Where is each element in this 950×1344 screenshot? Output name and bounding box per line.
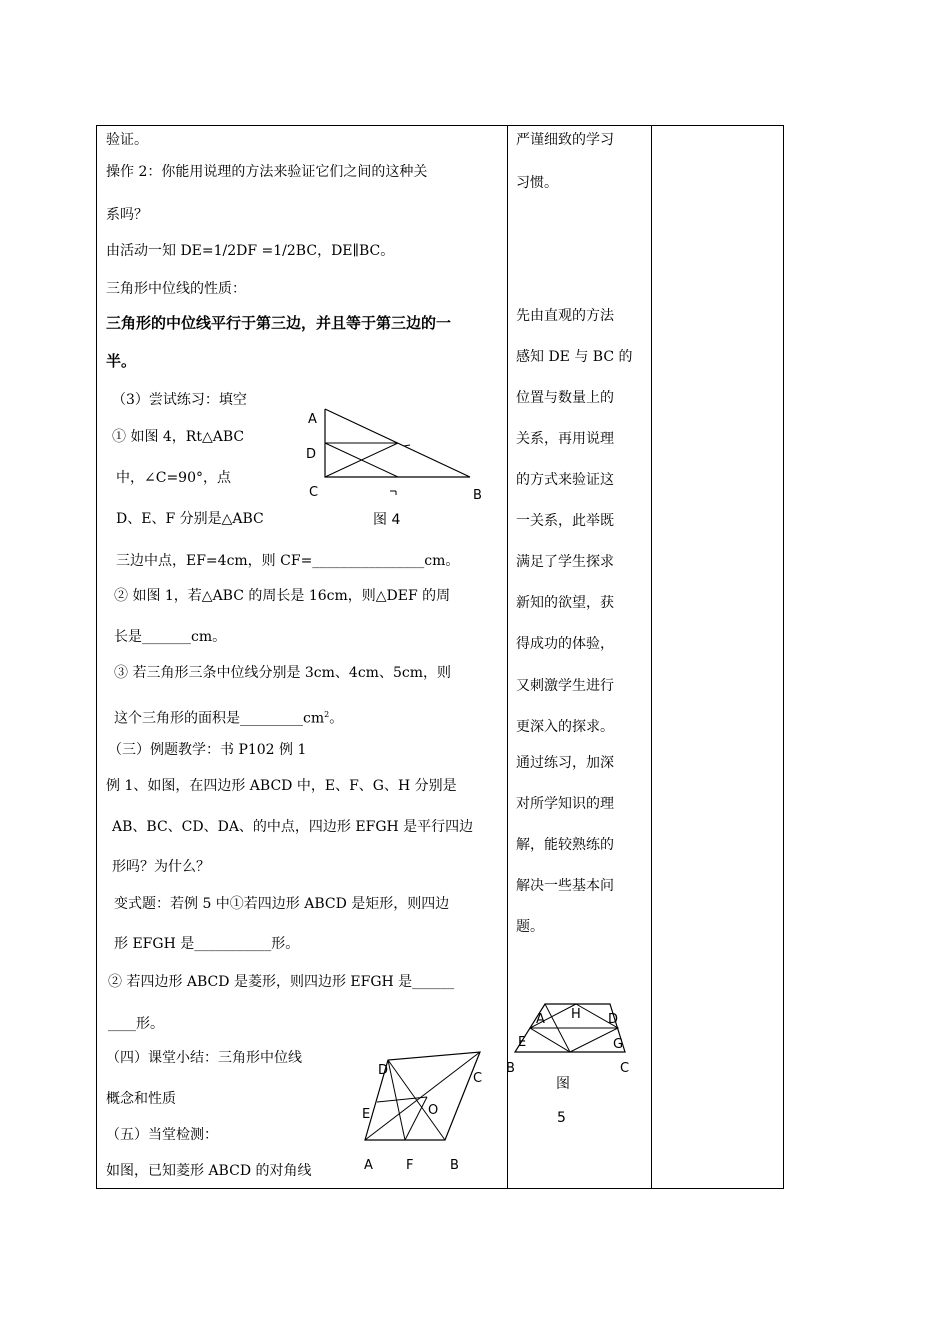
note-line: 又刺激学生进行 [516, 678, 614, 694]
figure-5-number: 5 [557, 1110, 566, 1126]
figure-4-triangle [300, 400, 490, 500]
note-line: 关系，再用说理 [516, 431, 614, 447]
property-statement: 三角形的中位线平行于第三边，并且等于第三边的一 [106, 314, 452, 332]
figure-4-caption: 图 4 [373, 512, 401, 528]
point-label-f: F [406, 1158, 414, 1173]
text-line: ② 如图 1，若△ABC 的周长是 16cm，则△DEF 的周 [114, 588, 451, 604]
text-line: ① 如图 4，Rt△ABC [112, 429, 245, 445]
note-line: 位置与数量上的 [516, 390, 614, 406]
text-line: 中，∠C=90°，点 [116, 470, 231, 486]
vertex-label-b: B [450, 1158, 459, 1173]
text-line: （3）尝试练习：填空 [112, 392, 247, 408]
vertex-label-a: A [308, 412, 317, 427]
figure-rhombus [360, 1045, 490, 1145]
text-line: 验证。 [106, 132, 148, 148]
point-label-g: G [613, 1037, 624, 1052]
note-line: 一关系，此举既 [516, 513, 614, 529]
column-divider-1 [507, 126, 508, 1188]
section-heading: （三）例题教学：书 P102 例 1 [108, 742, 307, 758]
superscript: 2 [324, 710, 330, 719]
mark-e [404, 445, 410, 446]
vertex-label-d: D [306, 447, 317, 462]
text-line: 操作 2：你能用说理的方法来验证它们之间的这种关 [106, 164, 428, 180]
vertex-label-d: D [608, 1012, 619, 1027]
note-line: 更深入的探求。 [516, 719, 614, 735]
text-line: ③ 若三角形三条中位线分别是 3cm、4cm、5cm，则 [114, 665, 451, 681]
vertex-label-d: D [378, 1063, 389, 1078]
section-heading: （四）课堂小结：三角形中位线 [106, 1050, 302, 1066]
text-line: 由活动一知 DE=1/2DF =1/2BC，DE∥BC。 [106, 243, 395, 259]
vertex-label-a: A [364, 1158, 373, 1173]
text-line: 形 EFGH 是___________形。 [114, 936, 300, 952]
note-line: 解，能较熟练的 [516, 837, 614, 853]
note-line: 感知 DE 与 BC 的 [516, 349, 633, 365]
text-line: D、E、F 分别是△ABC [116, 511, 264, 527]
note-line: 通过练习，加深 [516, 755, 614, 771]
text-part: 。 [329, 710, 344, 727]
figure-5-caption: 图 [556, 1076, 570, 1092]
text-line: ____形。 [108, 1016, 164, 1032]
column-divider-2 [651, 126, 652, 1188]
segment-fo [405, 1097, 427, 1140]
text-line: 变式题：若例 5 中①若四边形 ABCD 是矩形，则四边 [114, 896, 450, 912]
text-line [114, 706, 343, 728]
vertex-label-b: B [506, 1061, 515, 1076]
point-label-e: E [518, 1035, 527, 1050]
note-line: 先由直观的方法 [516, 308, 614, 324]
note-line: 满足了学生探求 [516, 554, 614, 570]
vertex-label-c: C [473, 1071, 483, 1086]
text-part: 这个三角形的面积是_________cm [114, 710, 325, 727]
vertex-label-c: C [309, 485, 319, 500]
note-line: 严谨细致的学习 [516, 132, 614, 148]
figure-5-trapezoid [510, 995, 630, 1065]
note-line: 得成功的体验， [516, 636, 614, 652]
vertex-label-b: B [473, 488, 482, 503]
vertex-label-a: A [536, 1012, 545, 1027]
note-line: 对所学知识的理 [516, 796, 614, 812]
text-line: AB、BC、CD、DA、的中点，四边形 EFGH 是平行四边 [112, 819, 474, 835]
text-line: ② 若四边形 ABCD 是菱形，则四边形 EFGH 是______ [108, 974, 455, 990]
property-statement-end: 半。 [106, 352, 137, 370]
text-line: 三角形中位线的性质： [106, 281, 246, 297]
text-line: 例 1、如图，在四边形 ABCD 中，E、F、G、H 分别是 [106, 778, 457, 794]
note-line: 的方式来验证这 [516, 472, 614, 488]
note-line: 题。 [516, 919, 544, 935]
text-line: 长是_______cm。 [114, 629, 227, 645]
text-line: 三边中点，EF=4cm，则 CF=________________cm。 [116, 553, 460, 569]
note-line: 习惯。 [516, 175, 558, 191]
point-label-e: E [362, 1107, 371, 1122]
vertex-label-c: C [620, 1061, 630, 1076]
text-line: 系吗？ [106, 207, 148, 223]
segment-eo [377, 1097, 427, 1102]
text-line: 形吗？为什么？ [112, 859, 210, 875]
point-label-o: O [428, 1103, 439, 1118]
point-label-h: H [571, 1007, 581, 1022]
note-line: 解决一些基本问 [516, 878, 614, 894]
note-line: 新知的欲望，获 [516, 595, 614, 611]
text-line: 如图，已知菱形 ABCD 的对角线 [106, 1163, 312, 1179]
text-line: 概念和性质 [106, 1091, 176, 1107]
section-heading: （五）当堂检测： [106, 1127, 218, 1143]
